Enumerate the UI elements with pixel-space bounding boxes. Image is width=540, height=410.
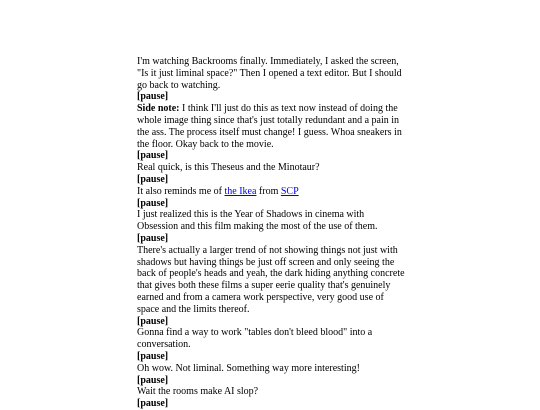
pause-marker: [pause] (137, 350, 169, 362)
pause-marker: [pause] (137, 315, 169, 327)
journal-entry (137, 56, 405, 410)
pause-marker: [pause] (137, 150, 169, 162)
not-liminal-paragraph: Oh wow. Not liminal. Something way more interesting! (137, 362, 360, 374)
pause-marker: [pause] (137, 173, 169, 185)
pause-marker: [pause] (137, 374, 169, 386)
tables-paragraph: Gonna find a way to work "tables don't bleed blood" into a conversation. (137, 327, 373, 351)
pause-marker: [pause] (137, 398, 169, 410)
scp-link[interactable]: SCP (280, 185, 299, 197)
reminds-paragraph: It also reminds me of the Ikea from SCP (137, 185, 299, 197)
trend-paragraph: There's actually a larger trend of not showing things not just with shadows but having things be just off screen and only seeing the back of people's heads and yeah, the dark hiding anything concrete that gives both these films a super eerie quality that's genuinely earned and from a camera work perspective, very good use of space and the limits thereof. (137, 244, 405, 315)
ai-slop-paragraph: Wait the rooms make AI slop? (137, 386, 259, 398)
side-note-paragraph (137, 103, 405, 150)
pause-marker: [pause] (137, 91, 169, 103)
ikea-link[interactable]: the Ikea (224, 185, 257, 197)
pause-marker: [pause] (137, 232, 169, 244)
pause-marker: [pause] (137, 197, 169, 209)
side-note-text: I think I'll just do this as text now instead of doing the whole image thing since that's just totally redundant and a pain in the ass. The process itself must change! I guess. Whoa sneakers in the floor. Okay back to the movie. (137, 103, 402, 150)
side-note-label: Side note: (137, 103, 180, 115)
year-of-shadows-paragraph: I just realized this is the Year of Shadows in cinema with Obsession and this film making the most of the use of them. (137, 209, 378, 233)
theseus-paragraph: Real quick, is this Theseus and the Minotaur? (137, 162, 320, 174)
intro-paragraph: I'm watching Backrooms finally. Immediately, I asked the screen, "Is it just liminal space?" Then I opened a text editor. But I should go back to watching. (137, 56, 402, 91)
